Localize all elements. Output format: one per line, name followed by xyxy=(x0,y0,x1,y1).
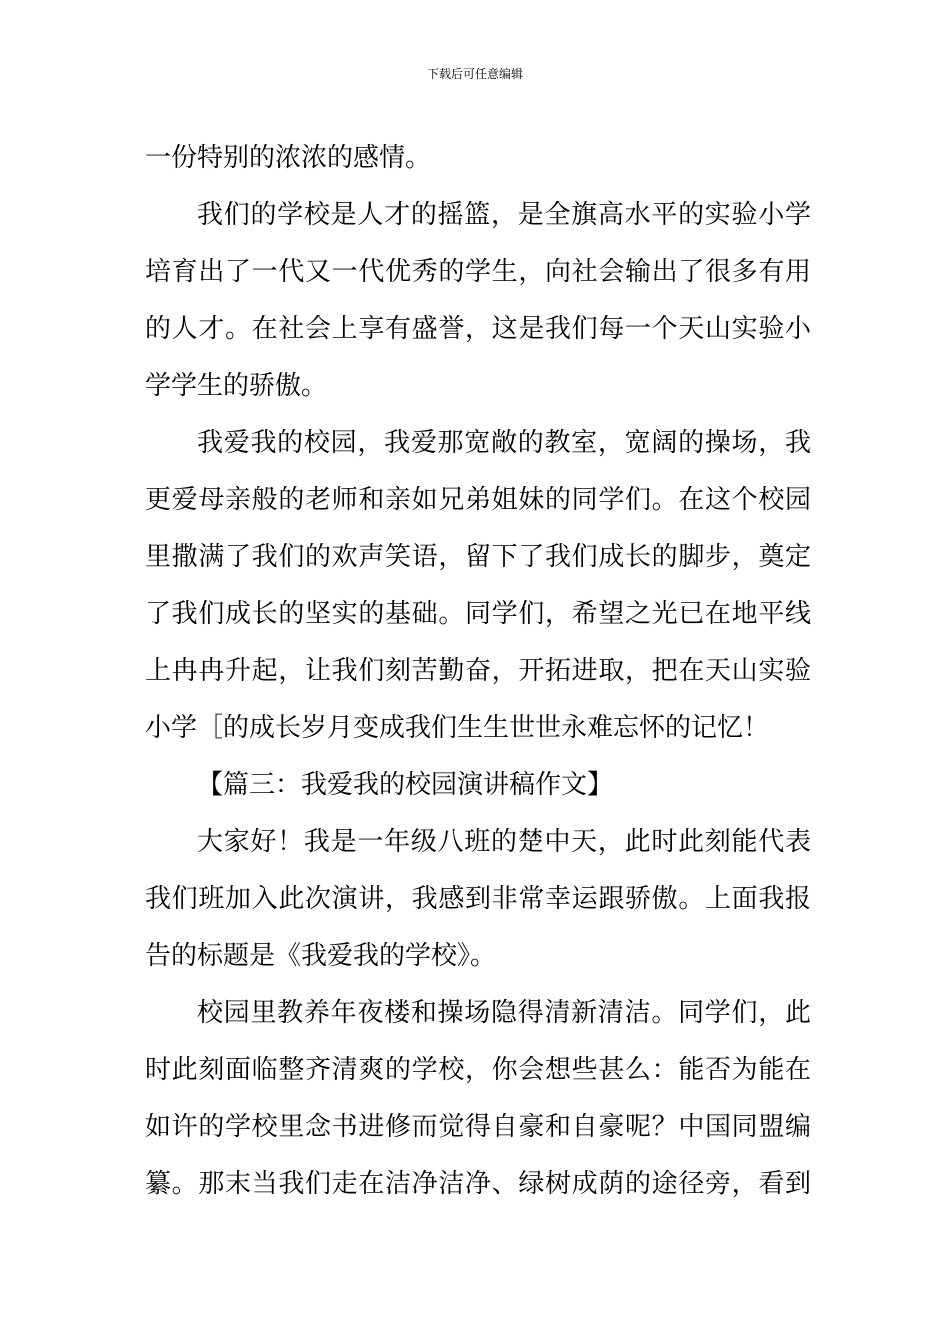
text-line: 上冉冉升起，让我们刻苦勤奋，开拓进取，把在天山实验 xyxy=(145,656,811,686)
page-header: 下载后可任意编辑 xyxy=(426,67,523,81)
text-line: 小学［的成长岁月变成我们生生世世永难忘怀的记忆！ xyxy=(145,713,770,743)
document-body xyxy=(145,130,811,1213)
text-line: 了我们成长的坚实的基础。同学们，希望之光已在地平线 xyxy=(145,599,811,629)
text-line: 【篇三：我爱我的校园演讲稿作文】 xyxy=(197,770,614,800)
text-line: 的人才。在社会上享有盛誉，这是我们每一个天山实验小 xyxy=(145,314,811,344)
text-line: 如许的学校里念书进修而觉得自豪和自豪呢？中国同盟编 xyxy=(145,1112,811,1142)
text-line: 里撒满了我们的欢声笑语，留下了我们成长的脚步，奠定 xyxy=(145,542,811,572)
text-line: 学学生的骄傲。 xyxy=(145,371,328,401)
text-line: 更爱母亲般的老师和亲如兄弟姐妹的同学们。在这个校园 xyxy=(145,485,811,515)
text-line: 时此刻面临整齐清爽的学校，你会想些甚么：能否为能在 xyxy=(145,1055,811,1085)
text-line: 一份特别的浓浓的感情。 xyxy=(145,143,432,173)
text-line: 纂。那末当我们走在洁净洁净、绿树成荫的途径旁，看到 xyxy=(145,1169,811,1199)
text-line: 校园里教养年夜楼和操场隐得清新清洁。同学们，此 xyxy=(197,998,811,1028)
text-line: 我们的学校是人才的摇篮，是全旗高水平的实验小学 xyxy=(197,200,811,230)
text-line: 我们班加入此次演讲，我感到非常幸运跟骄傲。上面我报 xyxy=(145,884,811,914)
text-line: 大家好！我是一年级八班的楚中天，此时此刻能代表 xyxy=(197,827,811,857)
text-line: 告的标题是《我爱我的学校》。 xyxy=(145,941,497,971)
text-line: 培育出了一代又一代优秀的学生，向社会输出了很多有用 xyxy=(145,257,811,287)
text-line: 我爱我的校园，我爱那宽敞的教室，宽阔的操场，我 xyxy=(197,428,811,458)
